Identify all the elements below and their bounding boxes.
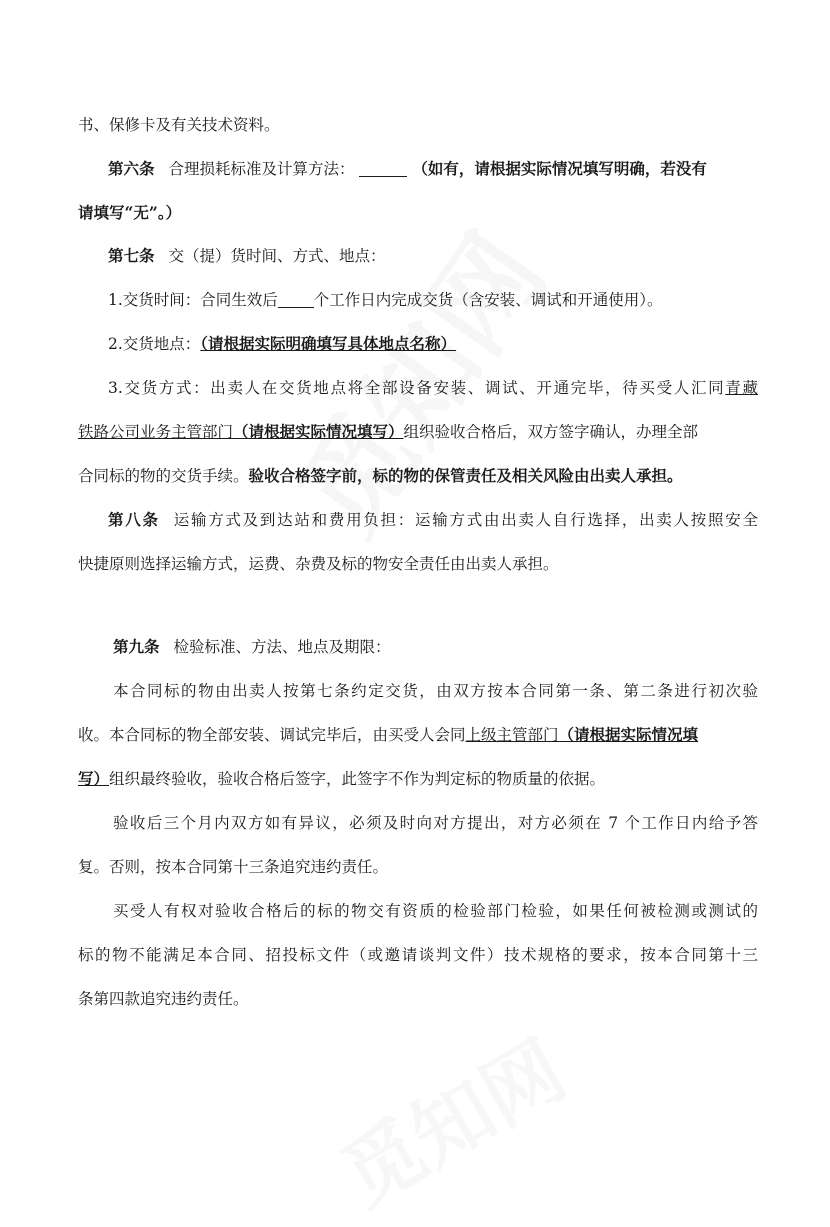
fill-note: （如有，请根据实际情况填写明确，若没有 — [412, 159, 707, 178]
fill-blank — [278, 291, 314, 308]
article-title: 运输方式及到达站和费用负担：运输方式由出卖人自行选择，出卖人按照安全 — [173, 511, 758, 529]
fill-note: （请根据实际情况填 — [558, 725, 699, 744]
text-line — [113, 900, 758, 922]
text: 2.交货地点： — [108, 335, 201, 353]
delivery-place-line — [108, 333, 758, 355]
text: 合同标的物的交货手续。 — [78, 467, 249, 485]
text: 组织最终验收，验收合格后签字，此签字不作为判定标的物质量的依据。 — [109, 770, 606, 788]
article-title: 检验标准、方法、地点及期限： — [173, 638, 391, 656]
article-title: 交（提）货时间、方式、地点： — [168, 247, 386, 265]
watermark-bottom — [317, 1008, 582, 1227]
text-line — [113, 812, 758, 834]
delivery-method-line — [108, 377, 758, 399]
text-line — [78, 768, 758, 790]
article-heading: 第八条 — [108, 510, 160, 529]
article-title: 合理损耗标准及计算方法： — [168, 160, 355, 178]
text-line — [78, 856, 758, 878]
delivery-time-line — [108, 289, 758, 311]
fill-note: 写） — [78, 769, 110, 788]
text-line — [78, 944, 758, 966]
text: 验收后三个月内双方如有异议，必须及时向对方提出，对方必须在 7 个工作日内给予答 — [113, 814, 758, 832]
text: 收。本合同标的物全部安装、调试完毕后，由买受人会同 — [78, 726, 466, 744]
text: 组织验收合格后，双方签字确认，办理全部 — [403, 423, 699, 441]
article-6-line — [108, 158, 758, 180]
text-bold: 验收合格签字前，标的物的保管责任及相关风险由出卖人承担。 — [248, 466, 683, 485]
text-underlined: 铁路公司业务主管部门 — [78, 423, 234, 441]
text: 1.交货时间：合同生效后 — [108, 291, 278, 309]
article-9-line — [113, 636, 758, 658]
text-line — [78, 988, 758, 1010]
text: 复。否则，按本合同第十三条追究违约责任。 — [78, 858, 389, 876]
text-line — [78, 553, 758, 575]
text-line — [78, 724, 758, 746]
text-line — [78, 114, 758, 136]
text: 标的物不能满足本合同、招投标文件（或邀请谈判文件）技术规格的要求，按本合同第十三 — [78, 946, 758, 964]
text: 条第四款追究违约责任。 — [78, 990, 249, 1008]
article-heading: 第六条 — [108, 159, 155, 178]
article-8-line — [108, 509, 758, 531]
text: 3.交货方式：出卖人在交货地点将全部设备安装、调试、开通完毕，待买受人汇同 — [108, 379, 726, 397]
fill-note: （请根据实际明确填写具体地点名称） — [200, 334, 457, 353]
text-underlined: 青藏 — [725, 379, 758, 397]
fill-blank — [359, 160, 407, 177]
article-7-line — [108, 245, 758, 267]
article-heading: 第九条 — [113, 637, 160, 656]
text-line — [113, 680, 758, 702]
text: 快捷原则选择运输方式，运费、杂费及标的物安全责任由出卖人承担。 — [78, 555, 559, 573]
text: 买受人有权对验收合格后的标的物交有资质的检验部门检验，如果任何被检测或测试的 — [113, 902, 758, 920]
fill-note: （请根据实际情况填写） — [233, 422, 404, 441]
article-heading: 第七条 — [108, 246, 155, 265]
text-line — [78, 465, 758, 487]
text: 书、保修卡及有关技术资料。 — [78, 116, 280, 134]
text-line — [78, 421, 758, 443]
text-line — [78, 202, 758, 224]
text-underlined: 上级主管部门 — [465, 726, 559, 744]
fill-note: 请填写“无”。） — [78, 203, 182, 222]
text: 个工作日内完成交货（含安装、调试和开通使用）。 — [313, 291, 663, 309]
text: 本合同标的物由出卖人按第七条约定交货，由双方按本合同第一条、第二条进行初次验 — [113, 682, 758, 700]
